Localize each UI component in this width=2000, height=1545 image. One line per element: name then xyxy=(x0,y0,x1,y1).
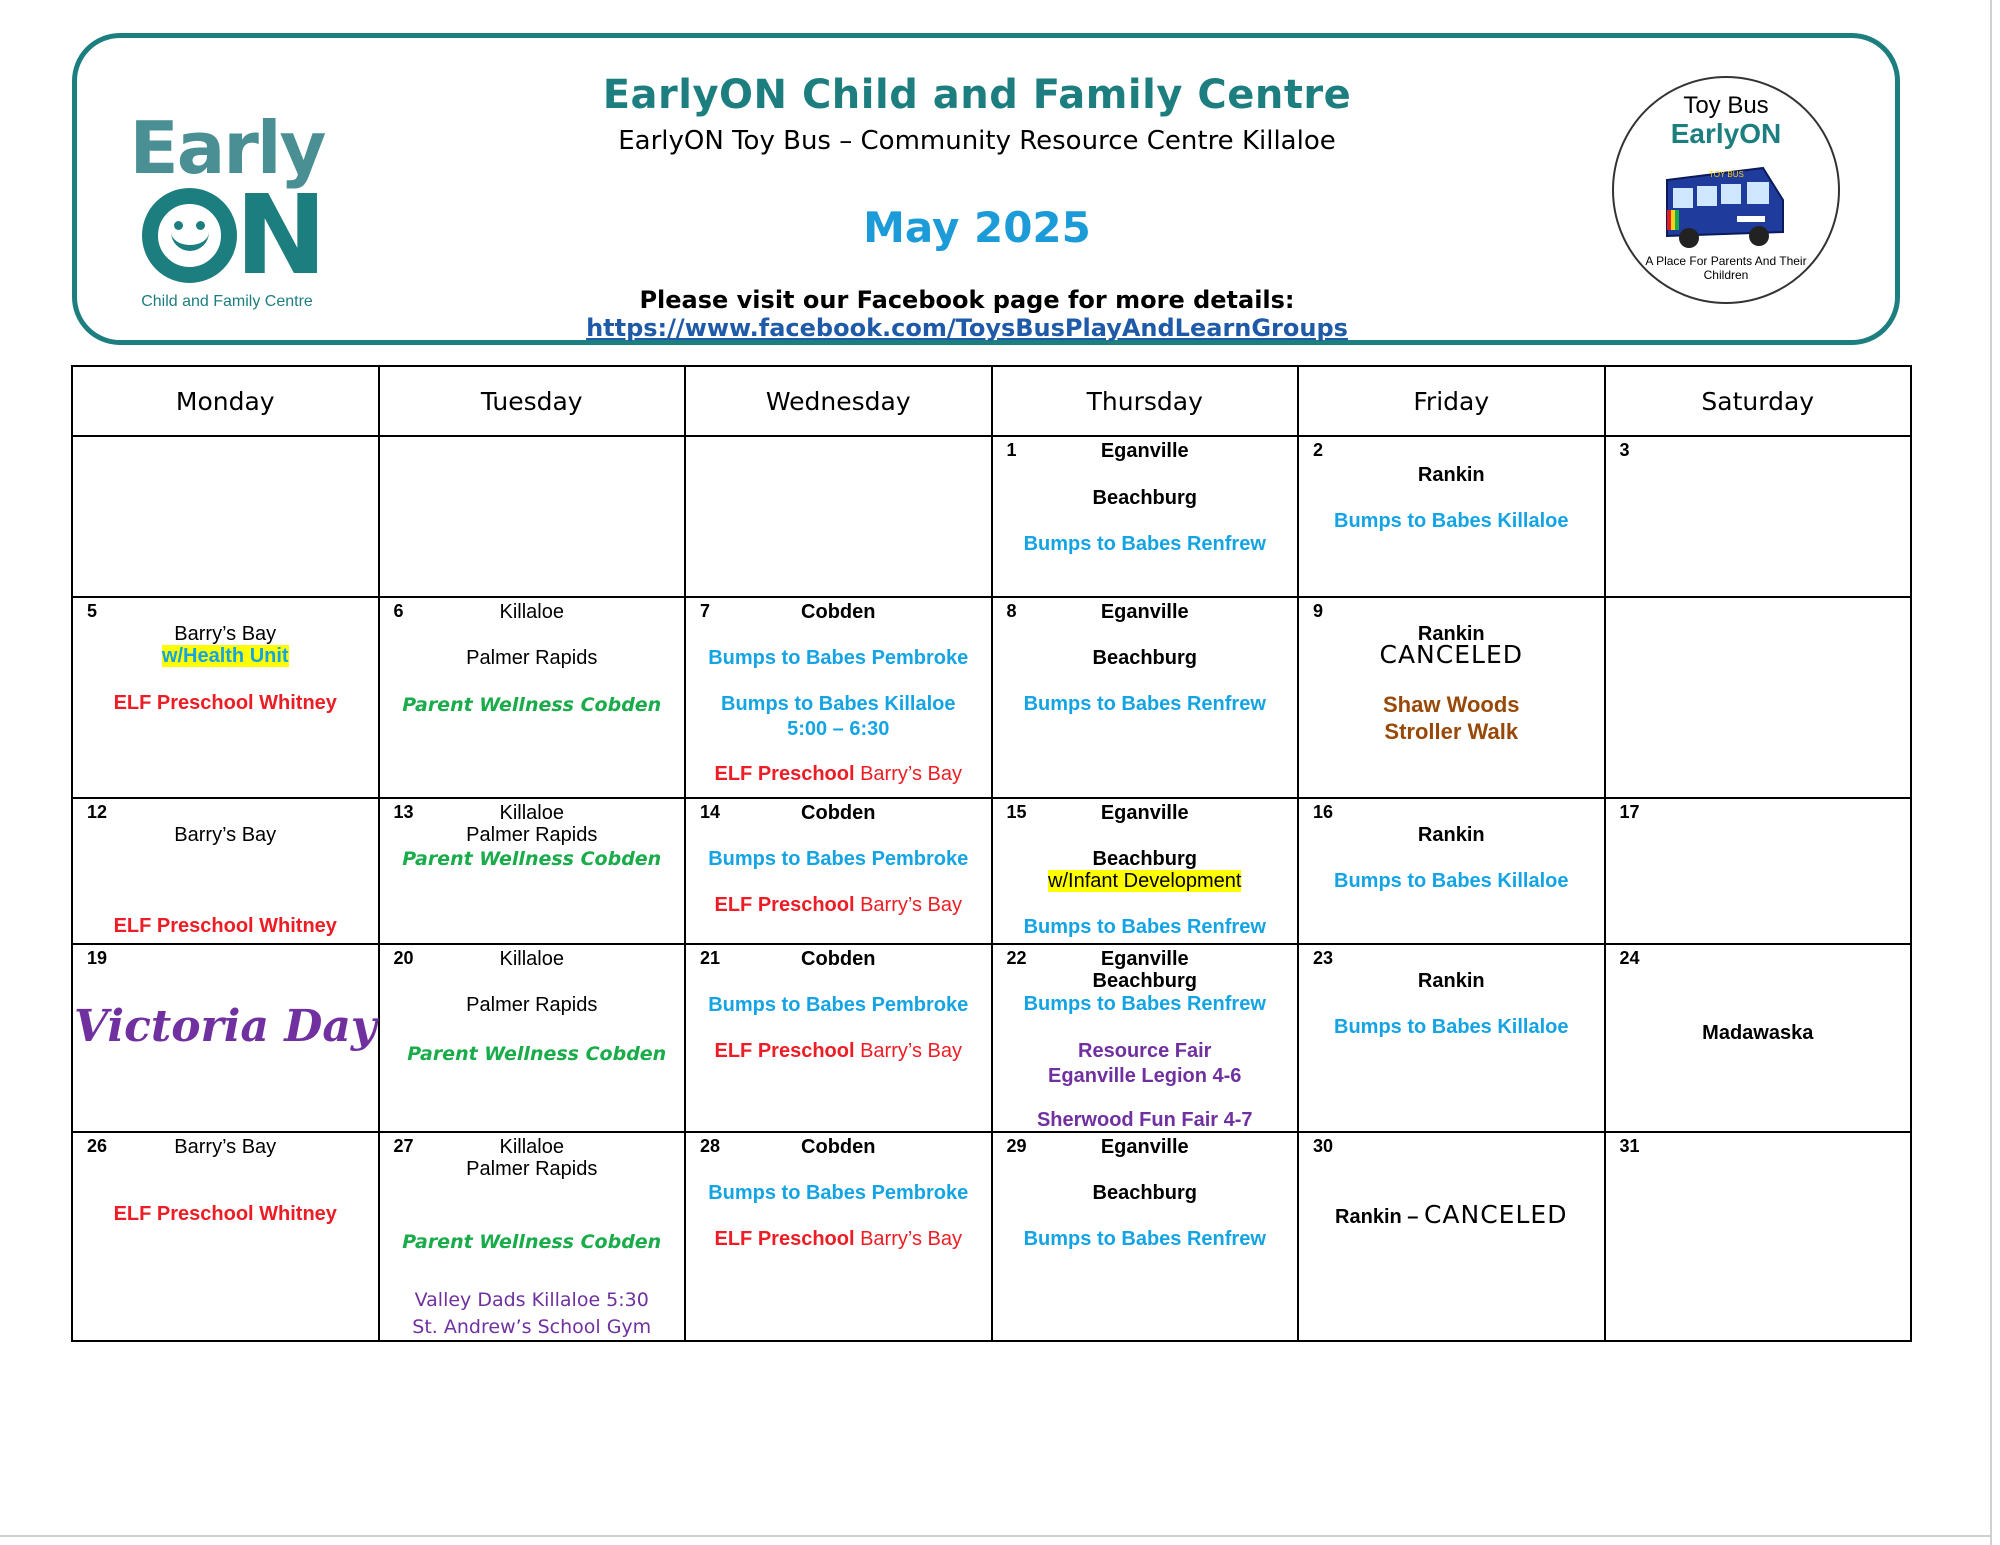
event-location: Rankin xyxy=(1417,970,1485,992)
day-cell-28 xyxy=(685,1132,992,1341)
day-cell-8 xyxy=(992,597,1299,798)
calendar-grid xyxy=(71,365,1912,1342)
event-location: Cobden xyxy=(801,1136,876,1158)
event-location: Palmer Rapids xyxy=(466,994,598,1016)
day-cell-23 xyxy=(1298,944,1605,1132)
event-location: Cobden xyxy=(801,601,876,623)
event-location: Cobden xyxy=(801,948,876,970)
event-elf-preschool: ELF Preschool Whitney xyxy=(113,1203,337,1225)
event-elf-preschool: ELF Preschool Whitney xyxy=(113,692,337,714)
page-right-edge xyxy=(1990,0,1992,1545)
event-bumps-to-babes: Bumps to Babes Killaloe xyxy=(721,693,956,715)
day-number: 14 xyxy=(700,802,721,822)
event-resource-fair: Resource Fair xyxy=(1078,1040,1212,1062)
health-unit-highlight: w/Health Unit xyxy=(161,645,289,667)
header-monday: Monday xyxy=(72,366,379,436)
elf-location: Barry’s Bay xyxy=(860,1040,962,1062)
day-cell-7 xyxy=(685,597,992,798)
event-location: Palmer Rapids xyxy=(466,824,598,846)
day-cell-19 xyxy=(72,944,379,1132)
elf-label: ELF Preschool xyxy=(714,1228,855,1250)
event-location: Beachburg xyxy=(1092,1182,1197,1204)
day-number: 24 xyxy=(1619,948,1640,968)
event-location: Eganville xyxy=(1100,601,1189,623)
day-number: 22 xyxy=(1006,948,1027,968)
event-shaw-woods: Shaw Woods xyxy=(1383,692,1520,717)
event-time: 5:00 – 6:30 xyxy=(787,718,890,740)
day-cell-empty xyxy=(1605,597,1912,798)
logo-on-n-text: N xyxy=(235,171,328,299)
infant-development-highlight: w/Infant Development xyxy=(1048,870,1242,892)
badge-footer-text: A Place For Parents And Their Children xyxy=(1645,254,1807,282)
event-location: Killaloe xyxy=(499,601,564,623)
day-cell-9 xyxy=(1298,597,1605,798)
week-row-5 xyxy=(72,1132,1911,1341)
day-cell-27 xyxy=(379,1132,686,1341)
event-bumps-to-babes: Bumps to Babes Renfrew xyxy=(1023,693,1266,715)
badge-toy-bus-text: Toy Bus xyxy=(1683,92,1769,119)
event-bumps-to-babes: Bumps to Babes Killaloe xyxy=(1334,1016,1569,1038)
event-location: Eganville xyxy=(1100,1136,1189,1158)
event-valley-dads: Valley Dads Killaloe 5:30 xyxy=(414,1289,649,1311)
day-number: 9 xyxy=(1313,601,1324,621)
event-stroller-walk: Stroller Walk xyxy=(1384,719,1519,744)
event-bumps-to-babes: Bumps to Babes Renfrew xyxy=(1023,533,1266,555)
day-cell-6 xyxy=(379,597,686,798)
victoria-day-holiday: Victoria Day xyxy=(74,1001,377,1052)
day-cell-16 xyxy=(1298,798,1605,944)
event-bumps-to-babes: Bumps to Babes Renfrew xyxy=(1023,1228,1266,1250)
canceled-label: CANCELED xyxy=(1423,1200,1568,1229)
day-cell-empty xyxy=(379,436,686,597)
event-bumps-to-babes: Bumps to Babes Killaloe xyxy=(1334,870,1569,892)
rankin-label: Rankin – xyxy=(1335,1206,1419,1228)
day-number: 12 xyxy=(87,802,108,822)
event-parent-wellness: Parent Wellness Cobden xyxy=(402,848,662,870)
logo-early-text: Early xyxy=(129,106,325,190)
event-valley-dads-location: St. Andrew’s School Gym xyxy=(412,1316,652,1338)
day-number: 15 xyxy=(1006,802,1027,822)
event-bumps-to-babes: Bumps to Babes Pembroke xyxy=(708,848,969,870)
event-location: Killaloe xyxy=(499,948,564,970)
day-cell-14 xyxy=(685,798,992,944)
facebook-link[interactable]: https://www.facebook.com/ToysBusPlayAndLearnGroups xyxy=(586,314,1348,342)
day-number: 30 xyxy=(1313,1136,1334,1156)
event-location: Eganville xyxy=(1100,802,1189,824)
event-location: Killaloe xyxy=(499,802,564,824)
page-bottom-edge xyxy=(0,1535,1992,1537)
day-number: 17 xyxy=(1619,802,1640,822)
event-location: Beachburg xyxy=(1092,487,1197,509)
day-number: 29 xyxy=(1006,1136,1027,1156)
day-cell-22 xyxy=(992,944,1299,1132)
event-location: Barry’s Bay xyxy=(174,824,277,846)
event-resource-fair-location: Eganville Legion 4-6 xyxy=(1048,1065,1242,1087)
day-number: 6 xyxy=(393,601,404,621)
event-location: Barry’s Bay xyxy=(174,1136,277,1158)
event-location xyxy=(1299,1200,1604,1229)
elf-location: Barry’s Bay xyxy=(860,894,962,916)
elf-location: Barry’s Bay xyxy=(860,1228,962,1250)
event-location: Palmer Rapids xyxy=(466,1158,598,1180)
elf-label: ELF Preschool xyxy=(714,894,855,916)
header-banner xyxy=(72,33,1900,345)
day-number: 21 xyxy=(700,948,721,968)
day-cell-2 xyxy=(1298,436,1605,597)
header-wednesday: Wednesday xyxy=(685,366,992,436)
event-parent-wellness: Parent Wellness Cobden xyxy=(402,1231,662,1253)
event-elf-preschool xyxy=(686,762,991,786)
day-number: 20 xyxy=(393,948,414,968)
day-number: 8 xyxy=(1006,601,1017,621)
event-bumps-to-babes: Bumps to Babes Pembroke xyxy=(708,994,969,1016)
page-subtitle: EarlyON Toy Bus – Community Resource Centre Killaloe xyxy=(618,126,1336,156)
event-note xyxy=(993,869,1298,893)
day-number: 5 xyxy=(87,601,98,621)
event-bumps-to-babes: Bumps to Babes Renfrew xyxy=(1023,993,1266,1015)
facebook-line xyxy=(277,286,1657,342)
header-tuesday: Tuesday xyxy=(379,366,686,436)
event-location: Rankin xyxy=(1417,824,1485,846)
day-number: 27 xyxy=(393,1136,414,1156)
logo-tagline: Child and Family Centre xyxy=(141,293,313,310)
svg-text:TOY BUS: TOY BUS xyxy=(1709,170,1744,179)
week-row-4 xyxy=(72,944,1911,1132)
elf-location: Barry’s Bay xyxy=(860,763,962,785)
day-cell-21 xyxy=(685,944,992,1132)
event-sherwood-fun-fair: Sherwood Fun Fair 4-7 xyxy=(1036,1109,1253,1131)
event-elf-preschool xyxy=(686,893,991,917)
day-cell-29 xyxy=(992,1132,1299,1341)
event-location: Beachburg xyxy=(1092,970,1197,992)
event-note xyxy=(73,644,378,668)
event-location: Rankin xyxy=(1417,464,1485,486)
badge-earlyon-text: EarlyON xyxy=(1670,118,1782,149)
day-number: 19 xyxy=(87,948,108,968)
day-cell-3 xyxy=(1605,436,1912,597)
day-cell-12 xyxy=(72,798,379,944)
day-number: 2 xyxy=(1313,440,1324,460)
toy-bus-badge xyxy=(1612,76,1840,304)
day-cell-empty xyxy=(685,436,992,597)
week-row-2 xyxy=(72,597,1911,798)
event-location: Palmer Rapids xyxy=(466,647,598,669)
day-number: 31 xyxy=(1619,1136,1640,1156)
day-number: 23 xyxy=(1313,948,1334,968)
day-number: 26 xyxy=(87,1136,108,1156)
day-cell-17 xyxy=(1605,798,1912,944)
elf-label: ELF Preschool xyxy=(714,1040,855,1062)
event-location: Barry’s Bay xyxy=(174,623,277,645)
event-elf-preschool xyxy=(686,1039,991,1063)
event-location: Cobden xyxy=(801,802,876,824)
event-location: Rankin xyxy=(1417,623,1485,645)
elf-label: ELF Preschool xyxy=(714,763,855,785)
header-saturday: Saturday xyxy=(1605,366,1912,436)
event-bumps-to-babes: Bumps to Babes Killaloe xyxy=(1334,510,1569,532)
event-parent-wellness: Parent Wellness Cobden xyxy=(402,694,662,716)
page-title: EarlyON Child and Family Centre xyxy=(602,72,1352,118)
day-cell-24 xyxy=(1605,944,1912,1132)
event-elf-preschool: ELF Preschool Whitney xyxy=(113,915,337,937)
day-cell-31 xyxy=(1605,1132,1912,1341)
day-number: 28 xyxy=(700,1136,721,1156)
week-row-1 xyxy=(72,436,1911,597)
bus-icon xyxy=(1659,160,1789,250)
day-cell-30 xyxy=(1298,1132,1605,1341)
event-location: Madawaska xyxy=(1702,1022,1814,1044)
event-location: Killaloe xyxy=(499,1136,564,1158)
event-location: Beachburg xyxy=(1092,848,1197,870)
event-bumps-to-babes: Bumps to Babes Pembroke xyxy=(708,647,969,669)
day-number: 16 xyxy=(1313,802,1334,822)
event-bumps-to-babes: Bumps to Babes Pembroke xyxy=(708,1182,969,1204)
day-cell-1 xyxy=(992,436,1299,597)
facebook-label: Please visit our Facebook page for more details: xyxy=(639,286,1295,314)
day-cell-empty xyxy=(72,436,379,597)
event-location: Eganville xyxy=(1100,948,1189,970)
calendar-month: May 2025 xyxy=(863,203,1091,252)
day-cell-5 xyxy=(72,597,379,798)
event-location: Beachburg xyxy=(1092,647,1197,669)
day-number: 1 xyxy=(1006,440,1017,460)
canceled-label: CANCELED xyxy=(1379,640,1523,669)
day-cell-20 xyxy=(379,944,686,1132)
weekday-header-row xyxy=(72,366,1911,436)
day-number: 3 xyxy=(1619,440,1630,460)
day-number: 7 xyxy=(700,601,711,621)
day-number: 13 xyxy=(393,802,414,822)
week-row-3 xyxy=(72,798,1911,944)
day-cell-15 xyxy=(992,798,1299,944)
event-location: Eganville xyxy=(1100,440,1189,462)
day-cell-26 xyxy=(72,1132,379,1341)
header-thursday: Thursday xyxy=(992,366,1299,436)
header-friday: Friday xyxy=(1298,366,1605,436)
event-elf-preschool xyxy=(686,1227,991,1251)
day-cell-13 xyxy=(379,798,686,944)
event-bumps-to-babes: Bumps to Babes Renfrew xyxy=(1023,916,1266,938)
event-parent-wellness: Parent Wellness Cobden xyxy=(407,1043,667,1065)
